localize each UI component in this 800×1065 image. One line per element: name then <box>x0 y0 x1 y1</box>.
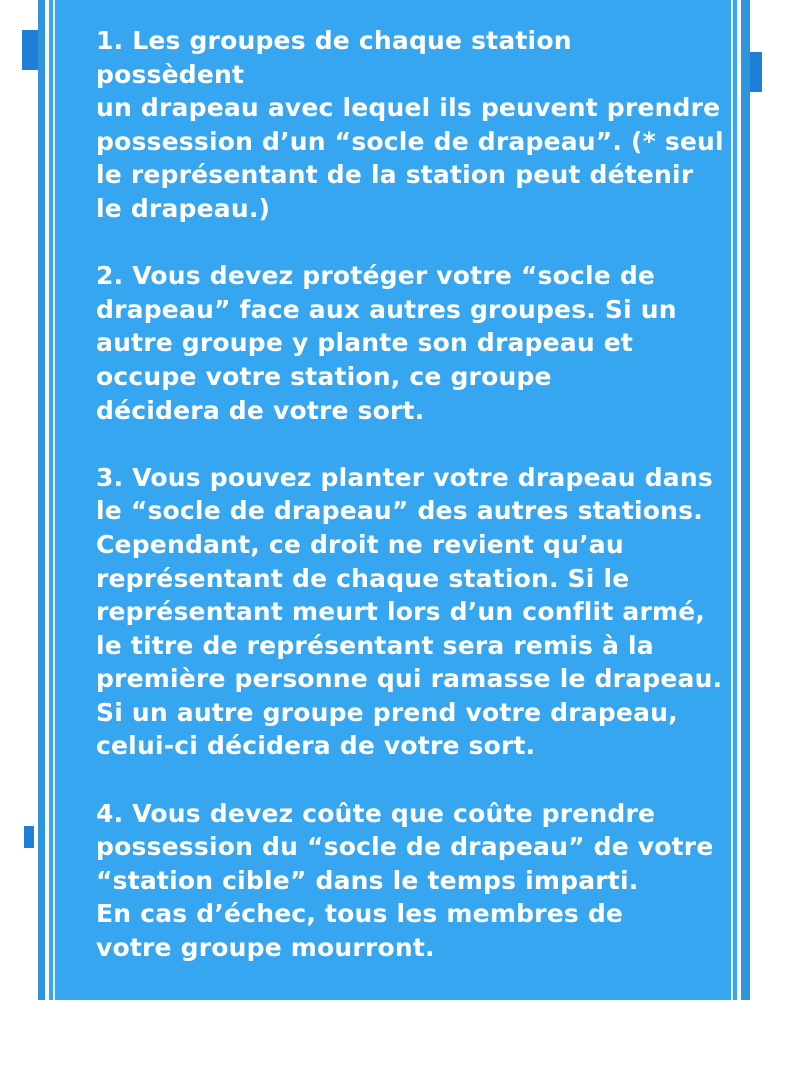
rule-1: 1. Les groupes de chaque station possèdent un drapeau avec lequel ils peuvent prendre possession d’un “socle de drapeau”. (* seul le représentant de la station peut détenir le drapeau.) <box>96 26 724 223</box>
right-tab-marker <box>750 52 762 92</box>
frame-line-right-inner <box>731 0 733 1000</box>
frame-line-left-outer <box>45 0 49 1000</box>
left-lower-tab-marker <box>24 826 34 848</box>
panel-right-edge <box>741 0 750 1000</box>
frame-line-right-outer <box>737 0 741 1000</box>
frame-line-left-inner <box>53 0 55 1000</box>
rules-list <box>96 24 726 1065</box>
rule-5: 5. La “station cible“ que votre groupe doit <box>96 1000 708 1030</box>
rule-3: 3. Vous pouvez planter votre drapeau dans le “socle de drapeau” des autres stations. Cependant, ce droit ne revient qu’au représentant de chaque station. Si le représentant meurt lors d’un conflit armé, le titre de représentant sera remis à la première personne qui ramasse le drapeau. Si un autre groupe prend votre drapeau, celui-ci décidera de votre sort. <box>96 462 723 761</box>
panel-left-edge <box>38 0 45 1000</box>
rule-4: 4. Vous devez coûte que coûte prendre possession du “socle de drapeau” de votre “station cible” dans le temps imparti. En cas d’échec, tous les membres de votre groupe mourront. <box>96 798 714 963</box>
left-tab-marker <box>22 30 38 70</box>
rule-2: 2. Vous devez protéger votre “socle de drapeau” face aux autres groupes. Si un autre groupe y plante son drapeau et occupe votre station, ce groupe décidera de votre sort. <box>96 261 677 425</box>
